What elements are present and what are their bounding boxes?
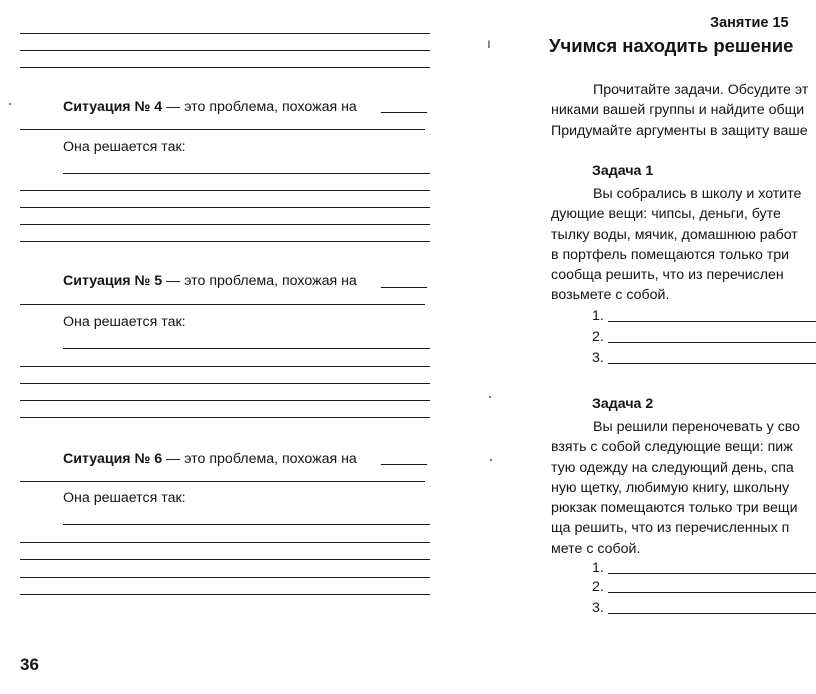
answer-line[interactable]	[381, 112, 427, 113]
writing-line[interactable]	[63, 524, 430, 525]
writing-line[interactable]	[20, 400, 430, 401]
task-2-text	[551, 417, 800, 559]
writing-line[interactable]	[20, 542, 430, 543]
situation-5-question: — это проблема, похожая на	[162, 273, 357, 289]
task-2-answer-line[interactable]	[608, 592, 816, 593]
task-1-line: возьмете с собой.	[551, 287, 670, 304]
scan-speck	[9, 103, 11, 105]
task-1-line: сообща решить, что из перечислен	[551, 267, 784, 284]
task-1-line: Вы собрались в школу и хотите	[593, 186, 802, 202]
task-2-line: мете с собой.	[551, 540, 641, 557]
writing-line[interactable]	[20, 383, 430, 384]
situation-4-label: Ситуация № 4	[63, 99, 163, 115]
task-1-answer-number: 1.	[592, 308, 604, 324]
task-1-line: дующие вещи: чипсы, деньги, буте	[551, 206, 781, 223]
task-1-title: Задача 1	[592, 163, 654, 179]
task-1-answer-line[interactable]	[608, 363, 816, 364]
writing-line[interactable]	[20, 417, 430, 418]
task-1-answer-number: 2.	[592, 329, 604, 345]
scan-speck	[490, 459, 492, 461]
task-2-line: рюкзак помещаются только три вещи	[551, 500, 798, 517]
writing-line[interactable]	[20, 224, 430, 225]
task-2-answer-number: 2.	[592, 579, 604, 595]
answer-line[interactable]	[381, 287, 427, 288]
writing-line[interactable]	[63, 348, 430, 349]
writing-line[interactable]	[63, 173, 430, 174]
situation-4-solution-label: Она решается так:	[63, 139, 186, 155]
writing-line[interactable]	[20, 241, 430, 242]
writing-line[interactable]	[20, 304, 425, 305]
scan-speck	[489, 396, 491, 398]
writing-line[interactable]	[20, 50, 430, 51]
page-number: 36	[20, 655, 39, 674]
writing-line[interactable]	[20, 366, 430, 367]
task-2-answer-number: 3.	[592, 600, 604, 616]
task-2-line: ща решить, что из перечисленных п	[551, 520, 790, 537]
writing-line[interactable]	[20, 481, 425, 482]
situation-4-prompt	[63, 98, 357, 116]
intro-line: Прочитайте задачи. Обсудите эт	[593, 82, 809, 98]
situation-5-prompt	[63, 272, 357, 290]
writing-line[interactable]	[20, 190, 430, 191]
task-2-answer-line[interactable]	[608, 573, 816, 574]
task-2-title: Задача 2	[592, 396, 654, 412]
answer-line[interactable]	[381, 464, 427, 465]
situation-6-label: Ситуация № 6	[63, 451, 163, 467]
lesson-title: Учимся находить решение	[549, 35, 794, 56]
task-2-answer-number: 1.	[592, 560, 604, 576]
task-1-line: в портфель помещаются только три	[551, 246, 790, 263]
task-2-answer-line[interactable]	[608, 613, 816, 614]
task-1-answer-number: 3.	[592, 350, 604, 366]
task-1-text	[551, 184, 801, 306]
writing-line[interactable]	[20, 67, 430, 68]
intro-paragraph	[551, 80, 808, 141]
intro-line: никами вашей группы и найдите общи	[551, 102, 805, 119]
gutter-mark: ı	[487, 35, 491, 51]
task-1-answer-line[interactable]	[608, 321, 816, 322]
situation-5-solution-label: Она решается так:	[63, 314, 186, 330]
situation-6-question: — это проблема, похожая на	[162, 451, 357, 467]
writing-line[interactable]	[20, 559, 430, 560]
situation-6-solution-label: Она решается так:	[63, 490, 186, 506]
task-1-answer-line[interactable]	[608, 342, 816, 343]
task-1-line: тылку воды, мячик, домашнюю работ	[551, 226, 798, 243]
lesson-label: Занятие 15	[710, 15, 789, 31]
situation-5-label: Ситуация № 5	[63, 273, 163, 289]
task-2-line: Вы решили переночевать у сво	[593, 419, 801, 435]
task-2-line: тую одежду на следующий день, спа	[551, 459, 794, 476]
writing-line[interactable]	[20, 577, 430, 578]
intro-line: Придумайте аргументы в защиту ваше	[551, 122, 808, 139]
writing-line[interactable]	[20, 33, 430, 34]
task-2-line: взять с собой следующие вещи: пиж	[551, 439, 793, 456]
task-2-line: ную щетку, любимую книгу, школьну	[551, 479, 790, 496]
situation-6-prompt	[63, 450, 357, 468]
writing-line[interactable]	[20, 207, 430, 208]
writing-line[interactable]	[20, 129, 425, 130]
situation-4-question: — это проблема, похожая на	[162, 99, 357, 115]
writing-line[interactable]	[20, 594, 430, 595]
